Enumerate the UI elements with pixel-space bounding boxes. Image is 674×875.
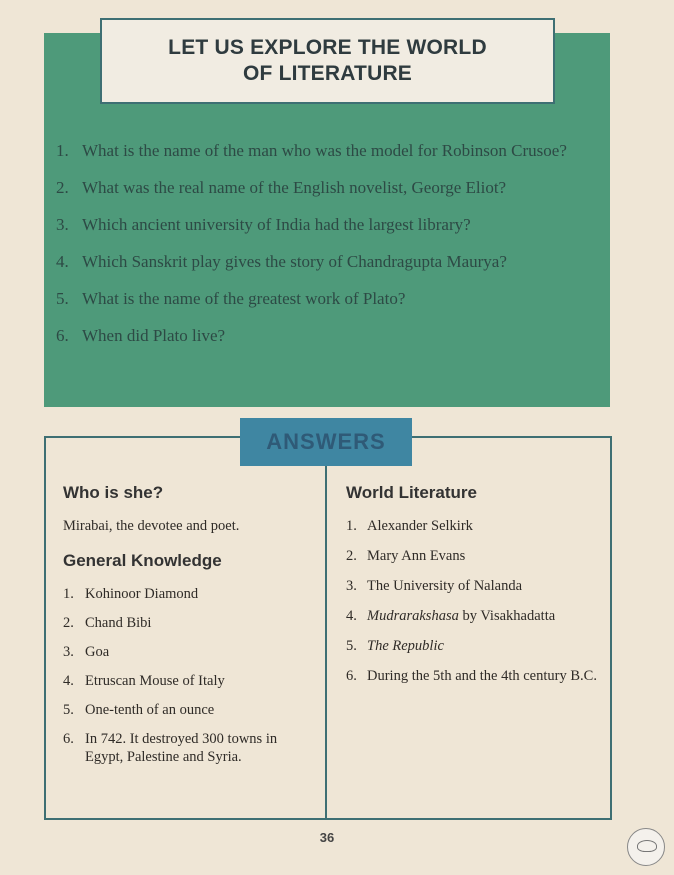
answer-text: Kohinoor Diamond [85,586,199,602]
answer-number: 5. [63,702,74,718]
who-is-she-answer: Mirabai, the devotee and poet. [63,518,240,534]
answer-number: 5. [346,638,357,654]
question-item [56,214,601,236]
question-item [56,140,601,162]
question-number: 1. [56,141,69,160]
answers-right-column [346,483,601,697]
quiz-title-line-1: LET US EXPLORE THE WORLD [168,36,487,59]
answer-item [63,585,318,603]
answer-text: One-tenth of an ounce [85,702,215,718]
answer-number: 6. [63,731,74,747]
question-list [56,140,601,362]
world-literature-heading: World Literature [346,483,477,502]
answer-item [346,517,601,535]
answer-text: Chand Bibi [85,615,152,631]
library-stamp-icon [627,828,665,866]
answer-text: In 742. It destroyed 300 towns in Egypt, Palestine and Syria. [85,731,278,765]
column-divider [325,436,327,820]
answer-item [346,547,601,565]
answers-banner [240,418,412,466]
question-number: 3. [56,215,69,234]
answer-text: Goa [85,644,110,660]
answer-item [346,667,601,685]
answer-text [367,637,601,655]
answer-number: 4. [346,608,357,624]
answer-item [63,701,318,719]
answer-number: 4. [63,673,74,689]
answer-item [346,577,601,595]
answer-number: 1. [346,518,357,534]
answer-number: 2. [63,615,74,631]
answer-number: 6. [346,668,357,684]
general-knowledge-heading: General Knowledge [63,551,222,570]
answer-text [367,607,601,625]
question-number: 4. [56,252,69,271]
question-text: Which ancient university of India had the largest library? [82,215,471,234]
answer-text: Mary Ann Evans [367,548,466,564]
question-text: When did Plato live? [82,326,226,345]
answer-text: The University of Nalanda [367,578,523,594]
question-item [56,325,601,347]
question-text: Which Sanskrit play gives the story of Chandragupta Maurya? [82,252,507,271]
question-number: 2. [56,178,69,197]
question-item [56,251,601,273]
quiz-title-box [100,18,555,104]
answers-banner-label: ANSWERS [266,429,386,454]
answer-number: 3. [346,578,357,594]
answer-number: 3. [63,644,74,660]
answer-number: 2. [346,548,357,564]
answer-item [63,614,318,632]
answer-text: Etruscan Mouse of Italy [85,673,225,689]
answers-left-column [63,483,318,777]
answer-text: Alexander Selkirk [367,518,473,534]
answer-item [346,607,601,625]
question-number: 5. [56,289,69,308]
question-text: What is the name of the man who was the model for Robinson Crusoe? [82,141,567,160]
quiz-title-line-2: OF LITERATURE [242,62,413,85]
question-item [56,288,601,310]
answer-item [346,637,601,655]
answer-item [63,730,318,766]
work-title: The Republic [367,638,444,654]
work-title: Mudrarakshasa [367,608,459,624]
general-knowledge-list [63,585,318,766]
question-number: 6. [56,326,69,345]
page-number: 36 [319,830,335,845]
answer-number: 1. [63,586,74,602]
answer-text: During the 5th and the 4th century B.C. [367,668,597,684]
who-is-she-heading: Who is she? [63,483,164,502]
answer-item [63,672,318,690]
world-literature-list [346,517,601,685]
question-item [56,177,601,199]
answer-item [63,643,318,661]
work-author: by Visakhadatta [458,608,556,624]
question-text: What was the real name of the English novelist, George Eliot? [82,178,507,197]
question-text: What is the name of the greatest work of Plato? [82,289,406,308]
